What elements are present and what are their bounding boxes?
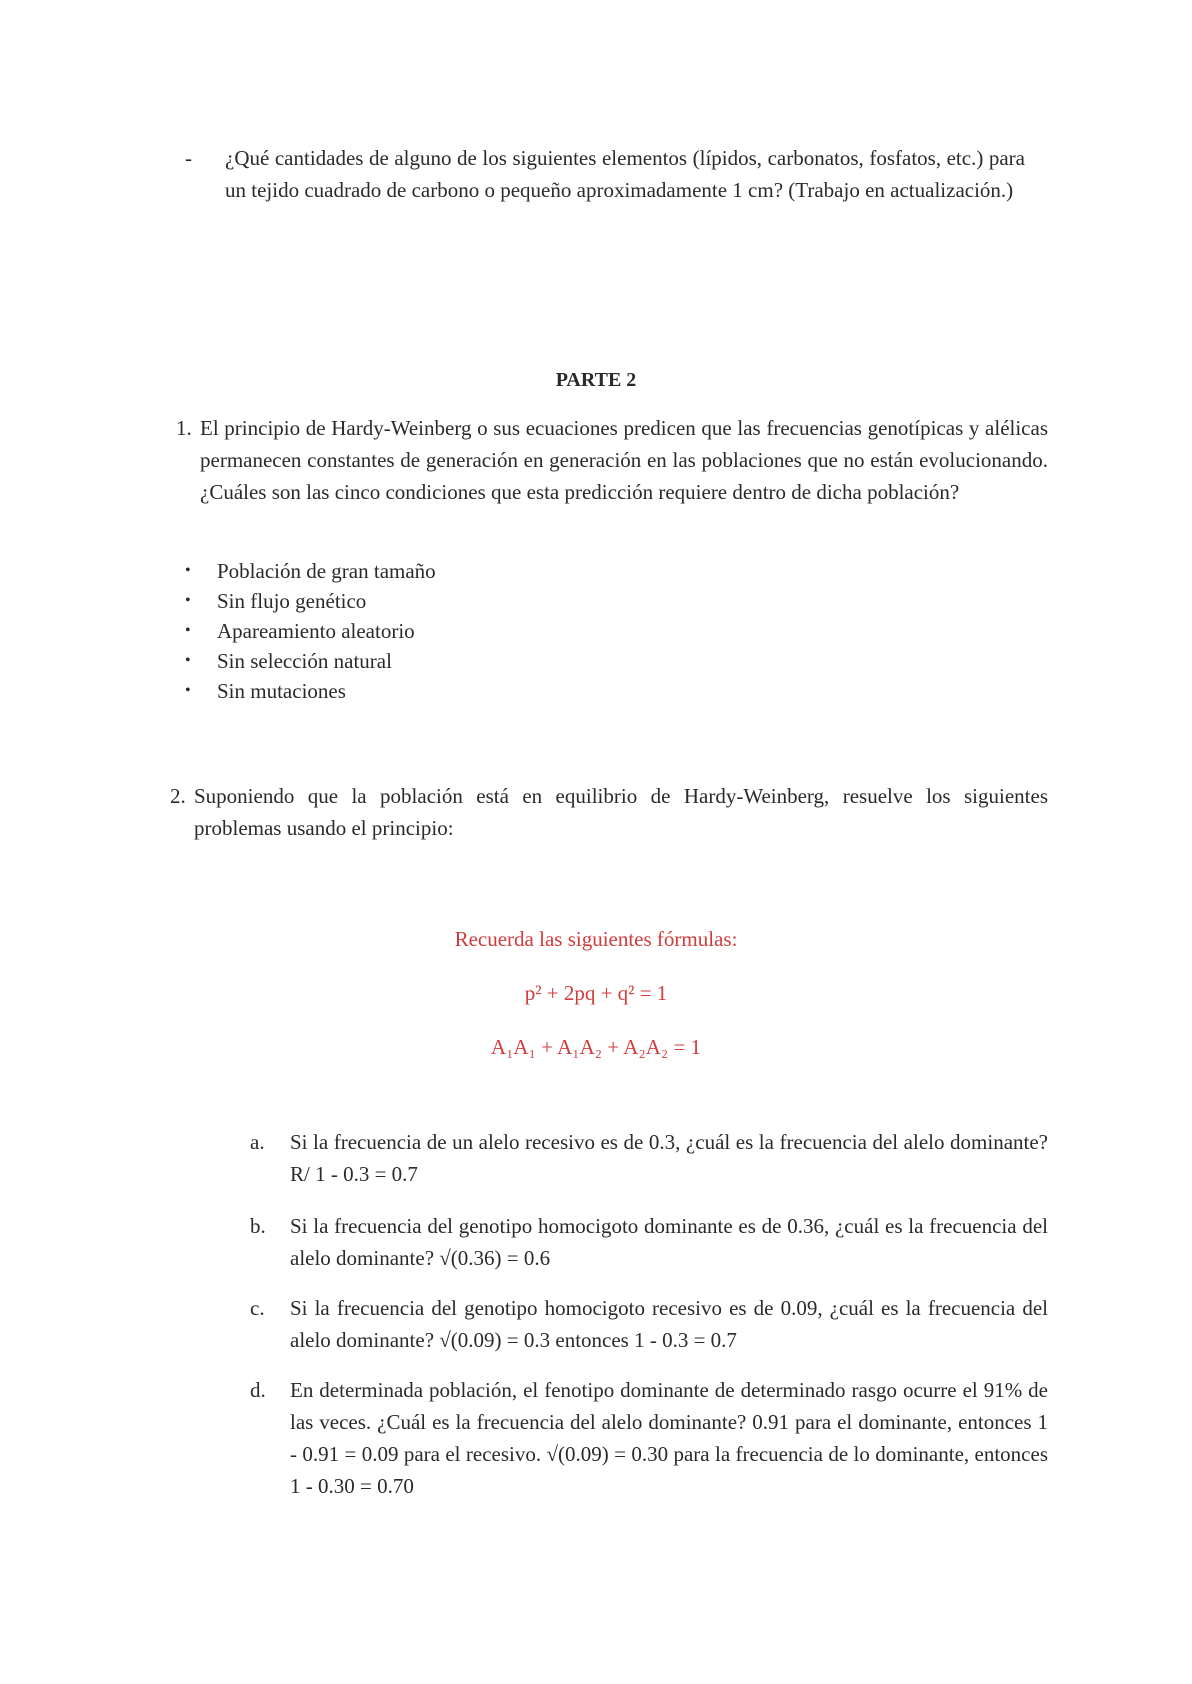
subquestion-letter: d. [250,1378,266,1402]
subquestion-text: Si la frecuencia del genotipo homocigoto dominante es de 0.36, ¿cuál es la frecuencia del alelo dominante? √(0.36) = 0.6 [290,1214,1048,1270]
bullet-icon: • [185,562,191,579]
subquestion-text: Si la frecuencia del genotipo homocigoto recesivo es de 0.09, ¿cuál es la frecuencia del alelo dominante? √(0.09) = 0.3 entonces 1 - 0.3 = 0.7 [290,1296,1048,1352]
list-item [185,556,785,586]
formulas-box [0,912,1192,1074]
subquestion-c [250,1292,1048,1356]
question-1-text: El principio de Hardy-Weinberg o sus ecuaciones predicen que las frecuencias genotípicas y alélicas permanecen constantes de generación en generación en las poblaciones que no están evolucionando. ¿Cuáles son las cinco condiciones que esta predicción requiere dentro de dicha población? [200,416,1048,504]
section-heading: PARTE 2 [555,369,637,391]
list-item [185,676,785,706]
formula-genotype-equation: A₁A₁ + A₁A₂ + A₂A₂ = 1 [490,1035,702,1059]
subquestion-text: Si la frecuencia de un alelo recesivo es de 0.3, ¿cuál es la frecuencia del alelo dominante? R/ 1 - 0.3 = 0.7 [290,1130,1048,1186]
bullet-icon: • [185,652,191,669]
question-2-number: 2. [170,784,186,808]
subquestion-letter: b. [250,1214,266,1238]
condition-label: Sin mutaciones [217,679,346,703]
intro-paragraph [185,142,1025,206]
condition-label: Sin flujo genético [217,589,367,613]
subquestion-a [250,1126,1048,1190]
list-item [185,646,785,676]
formula-allele-equation: p² + 2pq + q² = 1 [524,981,668,1005]
formulas-title: Recuerda las siguientes fórmulas: [454,927,738,951]
question-2-text: Suponiendo que la población está en equilibrio de Hardy-Weinberg, resuelve los siguientes problemas usando el principio: [194,784,1048,840]
list-item [185,616,785,646]
question-1 [176,412,1048,508]
subquestion-letter: a. [250,1130,265,1154]
intro-text: ¿Qué cantidades de alguno de los siguientes elementos (lípidos, carbonatos, fosfatos, etc.) para un tejido cuadrado de carbono o pequeño aproximadamente 1 cm? (Trabajo en actualización.) [225,146,1025,202]
list-item [185,586,785,616]
bullet-icon: • [185,592,191,609]
condition-label: Apareamiento aleatorio [217,619,415,643]
bullet-icon: • [185,682,191,699]
subquestion-b [250,1210,1048,1274]
condition-label: Población de gran tamaño [217,559,436,583]
subquestion-letter: c. [250,1296,265,1320]
conditions-list [185,556,785,706]
question-2 [170,780,1048,844]
subquestion-d [250,1374,1048,1502]
question-1-number: 1. [176,416,192,440]
subquestion-text: En determinada población, el fenotipo dominante de determinado rasgo ocurre el 91% de las veces. ¿Cuál es la frecuencia del alelo dominante? 0.91 para el dominante, entonces 1 - 0.91 = 0.09 para el recesivo. √(0.09) = 0.30 para la frecuencia de lo dominante, entonces 1 - 0.30 = 0.70 [290,1378,1048,1498]
condition-label: Sin selección natural [217,649,392,673]
intro-dash-marker: - [185,146,192,170]
bullet-icon: • [185,622,191,639]
